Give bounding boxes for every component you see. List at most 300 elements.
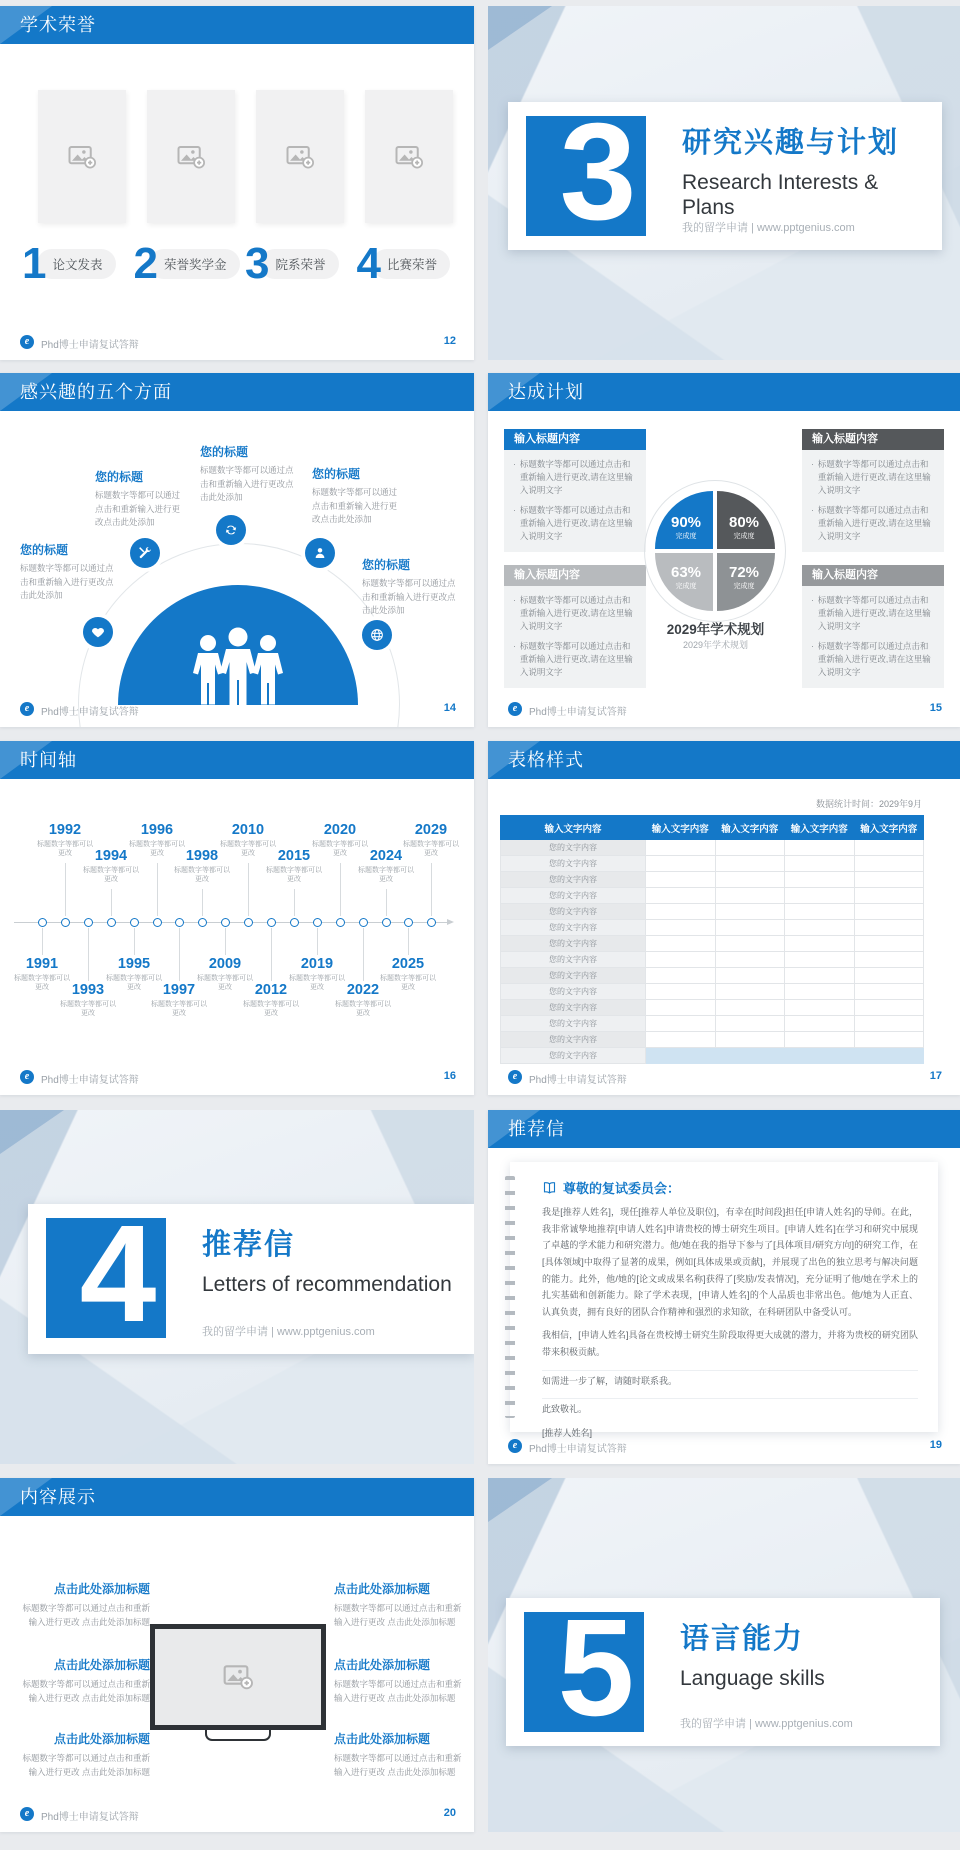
timeline-dot	[313, 918, 322, 927]
plan-box-heading: 输入标题内容	[504, 565, 646, 586]
timeline-dot	[175, 918, 184, 927]
cover-tagline: 我的留学申请 | www.pptgenius.com	[680, 1718, 853, 1730]
timeline-year: 2020	[323, 822, 357, 838]
empty-cell	[785, 840, 855, 856]
empty-cell	[785, 984, 855, 1000]
honor-item	[356, 239, 469, 288]
pie-percent: 90%	[670, 514, 702, 531]
slide-title: 感兴趣的五个方面	[20, 382, 172, 402]
bullet-dot: ·	[513, 595, 516, 605]
plan-box	[802, 429, 944, 552]
timeline-tick	[363, 928, 364, 981]
page-number: 16	[443, 1070, 456, 1082]
row-label-cell: 您的文字内容	[501, 952, 646, 968]
plan-bullet	[513, 594, 637, 634]
row-label-cell: 您的文字内容	[501, 888, 646, 904]
pie-label	[717, 565, 771, 591]
timeline-dot	[336, 918, 345, 927]
row-label-cell: 您的文字内容	[501, 936, 646, 952]
timeline-caption: 标题数字等都可以更改	[60, 1000, 116, 1018]
aspect-block	[362, 556, 460, 618]
content-body: 标题数字等都可以通过点击和重新输入进行更改 点击此处添加标题	[22, 1679, 150, 1704]
timeline-dot	[290, 918, 299, 927]
content-block	[18, 1580, 150, 1630]
table-header-row	[501, 816, 924, 840]
empty-cell	[646, 952, 716, 968]
section-number: 3	[559, 116, 637, 236]
pie-caption: 完成度	[675, 533, 697, 540]
plan-bullet-text: 标题数字等都可以通过点击和重新输入进行更改,请在这里输入说明文字	[817, 595, 931, 632]
page-number: 20	[443, 1807, 456, 1819]
timeline-year: 2015	[277, 848, 311, 864]
plan-box-body	[504, 450, 646, 552]
timeline-tick	[386, 889, 387, 916]
timeline-tick	[340, 863, 341, 916]
image-placeholder-icon	[394, 142, 424, 172]
slide-header-bar	[0, 6, 474, 44]
timeline-caption: 标题数字等都可以更改	[14, 974, 70, 992]
table-note: 数据统计时间：2029年9月	[815, 799, 922, 809]
plan-box	[802, 565, 944, 688]
plan-box-body	[802, 586, 944, 688]
timeline-dot	[61, 918, 70, 927]
timeline-dot	[359, 918, 368, 927]
table-row	[501, 952, 924, 968]
honor-item	[22, 239, 134, 288]
slide-thumbnail-content-display	[0, 1478, 474, 1832]
timeline-tick	[317, 928, 318, 955]
content-block	[18, 1730, 150, 1780]
slide-title: 推荐信	[508, 1119, 565, 1139]
section-title-en: Language skills	[680, 1667, 825, 1690]
slide-plan	[488, 373, 960, 727]
slide-content-display	[0, 1478, 474, 1832]
heart-icon	[83, 617, 113, 647]
page-number: 19	[929, 1439, 942, 1451]
letter-signature: [推荐人姓名]	[542, 1428, 593, 1439]
empty-cell	[646, 888, 716, 904]
brand-logo: e	[20, 1070, 34, 1084]
timeline-tick	[111, 889, 112, 916]
content-body: 标题数字等都可以通过点击和重新输入进行更改 点击此处添加标题	[334, 1603, 462, 1628]
table-row	[501, 1000, 924, 1016]
section-title-cn: 语言能力	[680, 1623, 805, 1655]
timeline-year: 2009	[208, 956, 242, 972]
aspect-heading: 您的标题	[95, 470, 144, 484]
timeline-year: 1997	[162, 982, 196, 998]
cover-tagline: 我的留学申请 | www.pptgenius.com	[202, 1326, 375, 1338]
empty-cell	[715, 1000, 785, 1016]
section-number-square	[46, 1218, 166, 1338]
globe-icon	[362, 620, 392, 650]
aspect-heading: 您的标题	[312, 467, 361, 481]
slide-timeline	[0, 741, 474, 1095]
empty-cell	[646, 920, 716, 936]
aspect-heading: 您的标题	[20, 543, 69, 557]
slide-footer	[20, 1807, 456, 1822]
timeline-year: 1991	[25, 956, 59, 972]
timeline-dot	[267, 918, 276, 927]
content-body: 标题数字等都可以通过点击和重新输入进行更改 点击此处添加标题	[334, 1679, 462, 1704]
empty-cell	[715, 840, 785, 856]
timeline-year: 2012	[254, 982, 288, 998]
tv-screen	[150, 1624, 326, 1730]
timeline-year: 2025	[391, 956, 425, 972]
photo-placeholder	[365, 90, 453, 223]
plan-bullet-text: 标题数字等都可以通过点击和重新输入进行更改,请在这里输入说明文字	[817, 459, 931, 496]
section-title-en: Letters of recommendation	[202, 1273, 452, 1296]
aspect-body: 标题数字等都可以通过点击和重新输入进行更改点击此处添加	[312, 487, 398, 525]
content-block	[18, 1656, 150, 1706]
honor-number: 1	[22, 239, 47, 288]
timeline-dot	[38, 918, 47, 927]
timeline-year: 1998	[185, 848, 219, 864]
book-icon	[542, 1180, 557, 1195]
row-label-cell: 您的文字内容	[501, 968, 646, 984]
empty-cell	[715, 888, 785, 904]
content-body: 标题数字等都可以通过点击和重新输入进行更改 点击此处添加标题	[334, 1753, 462, 1778]
content-heading: 点击此处添加标题	[53, 1732, 150, 1746]
plan-bullet-text: 标题数字等都可以通过点击和重新输入进行更改,请在这里输入说明文字	[817, 640, 931, 677]
brand-logo: e	[20, 1807, 34, 1821]
timeline-year: 2022	[346, 982, 380, 998]
content-heading: 点击此处添加标题	[334, 1658, 431, 1672]
plan-bullet	[811, 458, 935, 498]
aspect-block	[312, 465, 404, 527]
honor-label: 比赛荣誉	[372, 249, 450, 279]
timeline-entry	[400, 823, 462, 859]
timeline-tick	[157, 863, 158, 916]
slide-thumbnail-timeline	[0, 741, 474, 1095]
brand-text: Phd博士申请复试答辩	[41, 1812, 139, 1823]
page-number: 15	[929, 702, 942, 714]
empty-cell	[854, 1032, 924, 1048]
section-cover-4	[0, 1110, 474, 1464]
timeline-dot	[382, 918, 391, 927]
aspect-body: 标题数字等都可以通过点击和重新输入进行更改点击此处添加	[200, 465, 294, 503]
timeline-caption: 标题数字等都可以更改	[37, 840, 93, 858]
empty-cell	[646, 1032, 716, 1048]
brand-logo: e	[508, 1070, 522, 1084]
table-row	[501, 872, 924, 888]
cover-tagline: 我的留学申请 | www.pptgenius.com	[682, 222, 855, 234]
content-heading: 点击此处添加标题	[53, 1582, 150, 1596]
slide-footer	[20, 1070, 456, 1085]
slide-thumbnail-academic-honors	[0, 6, 474, 360]
empty-cell	[854, 952, 924, 968]
slide-title: 表格样式	[508, 750, 584, 770]
user-icon	[305, 538, 335, 568]
slide-thumbnail-plan	[488, 373, 960, 727]
table-header-cell: 输入文字内容	[785, 816, 855, 840]
cover-text	[682, 120, 912, 220]
empty-cell	[854, 840, 924, 856]
honor-label: 院系荣誉	[260, 249, 338, 279]
timeline-tick	[202, 889, 203, 916]
timeline-caption: 标题数字等都可以更改	[335, 1000, 391, 1018]
brand-logo: e	[508, 702, 522, 716]
cover-banner	[28, 1204, 474, 1354]
empty-cell	[646, 856, 716, 872]
row-label-cell: 您的文字内容	[501, 840, 646, 856]
brand-logo: e	[20, 335, 34, 349]
plan-bullet	[513, 504, 637, 544]
empty-cell	[715, 856, 785, 872]
slide-academic-honors	[0, 6, 474, 360]
slide-title: 内容展示	[20, 1487, 96, 1507]
row-label-cell: 您的文字内容	[501, 856, 646, 872]
slide-five-aspects	[0, 373, 474, 727]
pie-percent: 80%	[728, 514, 760, 531]
row-label-cell: 您的文字内容	[501, 1016, 646, 1032]
empty-cell	[646, 840, 716, 856]
pie-subtitle: 2029年学术规划	[682, 640, 749, 650]
table-row	[501, 1032, 924, 1048]
content-heading: 点击此处添加标题	[53, 1658, 150, 1672]
content-block	[334, 1580, 466, 1630]
empty-cell	[646, 1016, 716, 1032]
empty-cell	[785, 936, 855, 952]
highlight-cell	[715, 1048, 785, 1064]
brand-text: Phd博士申请复试答辩	[529, 707, 627, 718]
pie-caption: 完成度	[675, 583, 697, 590]
brand-logo: e	[20, 702, 34, 716]
timeline-caption: 标题数字等都可以更改	[129, 840, 185, 858]
timeline-year: 1996	[140, 822, 174, 838]
table-row	[501, 856, 924, 872]
brand-text: Phd博士申请复试答辩	[529, 1444, 627, 1455]
content-body: 标题数字等都可以通过点击和重新输入进行更改 点击此处添加标题	[22, 1753, 150, 1778]
timeline-dot	[427, 918, 436, 927]
timeline-tick	[431, 863, 432, 916]
timeline-caption: 标题数字等都可以更改	[106, 974, 162, 992]
brand-text: Phd博士申请复试答辩	[529, 1075, 627, 1086]
empty-cell	[854, 936, 924, 952]
timeline-dot	[153, 918, 162, 927]
section-title-cn: 研究兴趣与计划	[682, 127, 900, 159]
empty-cell	[854, 984, 924, 1000]
slide-header-bar	[488, 741, 960, 779]
row-label-cell: 您的文字内容	[501, 1032, 646, 1048]
timeline-year: 2019	[300, 956, 334, 972]
sample-table	[500, 815, 924, 1064]
letter-salutation: 尊敬的复试委员会：	[563, 1181, 681, 1196]
empty-cell	[785, 968, 855, 984]
timeline-year: 2010	[231, 822, 265, 838]
photo-placeholder-row	[38, 90, 453, 223]
bullet-dot: ·	[811, 504, 814, 515]
brand-text: Phd博士申请复试答辩	[41, 1075, 139, 1086]
timeline-dot	[107, 918, 116, 927]
slide-title: 时间轴	[20, 750, 77, 770]
sync-icon	[216, 515, 246, 545]
timeline-caption: 标题数字等都可以更改	[289, 974, 345, 992]
pie-percent: 63%	[670, 564, 702, 581]
page-number: 12	[443, 335, 456, 347]
empty-cell	[715, 984, 785, 1000]
slide-thumbnail-section-4	[0, 1110, 474, 1464]
spiral-binding	[505, 1176, 515, 1418]
bullet-dot: ·	[811, 640, 814, 651]
table-row-highlighted	[501, 1048, 924, 1064]
people-group-icon	[174, 627, 302, 705]
timeline-dot	[221, 918, 230, 927]
pie-title: 2029年学术规划	[666, 622, 765, 637]
slide-footer	[508, 702, 942, 717]
bullet-dot: ·	[513, 640, 516, 651]
honor-number: 2	[133, 239, 158, 288]
timeline-year: 2024	[369, 848, 403, 864]
timeline-caption: 标题数字等都可以更改	[403, 840, 459, 858]
empty-cell	[785, 1032, 855, 1048]
honor-label: 论文发表	[37, 249, 115, 279]
empty-cell	[854, 904, 924, 920]
tools-icon	[130, 538, 160, 568]
highlight-cell	[646, 1048, 716, 1064]
aspect-body: 标题数字等都可以通过点击和重新输入进行更改点击此处添加	[20, 563, 114, 601]
timeline-tick	[88, 928, 89, 981]
bullet-dot: ·	[513, 504, 516, 515]
timeline-year: 1993	[71, 982, 105, 998]
honor-item	[245, 239, 357, 288]
section-title-cn: 推荐信	[202, 1229, 296, 1261]
timeline-tick	[42, 928, 43, 955]
slide-footer	[20, 335, 456, 350]
bullet-dot: ·	[513, 459, 516, 469]
timeline-caption: 标题数字等都可以更改	[358, 866, 414, 884]
timeline-year: 1994	[94, 848, 128, 864]
section-number: 4	[79, 1218, 157, 1338]
timeline-dot	[198, 918, 207, 927]
table-header-cell: 输入文字内容	[854, 816, 924, 840]
image-placeholder-icon	[67, 142, 97, 172]
honor-number: 4	[356, 239, 381, 288]
pie-caption: 完成度	[733, 583, 755, 590]
timeline-tick	[294, 889, 295, 916]
pie-label	[659, 515, 713, 541]
plan-bullet-text: 标题数字等都可以通过点击和重新输入进行更改,请在这里输入说明文字	[519, 504, 633, 541]
plan-box	[504, 429, 646, 552]
letter-paper	[510, 1162, 938, 1439]
aspect-block	[20, 541, 116, 603]
slide-header-bar	[0, 741, 474, 779]
empty-cell	[715, 1016, 785, 1032]
timeline-entry	[377, 957, 439, 993]
timeline-year: 2029	[414, 822, 448, 838]
slide-header-bar	[0, 1478, 474, 1516]
empty-cell	[715, 1032, 785, 1048]
table-row	[501, 968, 924, 984]
pie-caption: 完成度	[733, 533, 755, 540]
table-header-cell: 输入文字内容	[501, 816, 646, 840]
empty-cell	[785, 856, 855, 872]
plan-box-heading: 输入标题内容	[504, 429, 646, 450]
aspect-heading: 您的标题	[362, 558, 411, 572]
timeline-dot	[130, 918, 139, 927]
content-block	[334, 1730, 466, 1780]
empty-cell	[854, 872, 924, 888]
content-block	[334, 1656, 466, 1706]
pie-label	[717, 515, 771, 541]
table-row	[501, 1016, 924, 1032]
slide-header-bar	[488, 373, 960, 411]
plan-bullet-text: 标题数字等都可以通过点击和重新输入进行更改,请在这里输入说明文字	[817, 504, 931, 541]
slide-footer	[508, 1070, 942, 1085]
content-heading: 点击此处添加标题	[334, 1582, 431, 1596]
content-body: 标题数字等都可以通过点击和重新输入进行更改 点击此处添加标题	[22, 1603, 150, 1628]
empty-cell	[785, 952, 855, 968]
empty-cell	[785, 920, 855, 936]
empty-cell	[646, 872, 716, 888]
plan-bullet-text: 标题数字等都可以通过点击和重新输入进行更改,请在这里输入说明文字	[519, 595, 633, 632]
plan-bullet-text: 标题数字等都可以通过点击和重新输入进行更改,请在这里输入说明文字	[519, 459, 633, 496]
letter-body	[542, 1178, 918, 1439]
empty-cell	[785, 872, 855, 888]
timeline-caption: 标题数字等都可以更改	[312, 840, 368, 858]
plan-box-body	[504, 586, 646, 688]
timeline-caption: 标题数字等都可以更改	[266, 866, 322, 884]
empty-cell	[646, 904, 716, 920]
slide-thumbnail-letter	[488, 1110, 960, 1464]
slide-thumbnail-section-3	[488, 6, 960, 360]
table-row	[501, 888, 924, 904]
timeline-tick	[408, 928, 409, 955]
row-label-cell: 您的文字内容	[501, 1048, 646, 1064]
bullet-dot: ·	[811, 459, 814, 469]
slide-header-bar	[488, 1110, 960, 1148]
table-row	[501, 920, 924, 936]
timeline-dot	[244, 918, 253, 927]
slide-table	[488, 741, 960, 1095]
empty-cell	[854, 1016, 924, 1032]
empty-cell	[854, 920, 924, 936]
table-row	[501, 936, 924, 952]
slide-letter	[488, 1110, 960, 1464]
empty-cell	[785, 1016, 855, 1032]
brand-text: Phd博士申请复试答辩	[41, 340, 139, 351]
plan-bullet-text: 标题数字等都可以通过点击和重新输入进行更改,请在这里输入说明文字	[519, 640, 633, 677]
slide-thumbnail-five-aspects	[0, 373, 474, 727]
plan-bullet	[811, 640, 935, 680]
section-cover-3	[488, 6, 960, 360]
timeline-caption: 标题数字等都可以更改	[174, 866, 230, 884]
empty-cell	[646, 1000, 716, 1016]
honor-label: 荣誉奖学金	[149, 249, 240, 279]
timeline-dot	[84, 918, 93, 927]
section-number-square	[526, 116, 646, 236]
brand-text: Phd博士申请复试答辩	[41, 707, 139, 718]
empty-cell	[715, 952, 785, 968]
cover-text	[202, 1222, 462, 1297]
slide-header-bar	[0, 373, 474, 411]
photo-placeholder	[38, 90, 126, 223]
honor-items	[22, 239, 468, 288]
letter-closing: 此致敬礼。	[542, 1398, 918, 1418]
section-cover-5	[488, 1478, 960, 1832]
completion-pie-chart	[655, 491, 775, 611]
slide-title: 学术荣誉	[20, 15, 96, 35]
empty-cell	[715, 968, 785, 984]
page-number: 14	[443, 702, 456, 714]
empty-cell	[646, 984, 716, 1000]
empty-cell	[715, 920, 785, 936]
empty-cell	[854, 856, 924, 872]
section-number-square	[524, 1612, 644, 1732]
row-label-cell: 您的文字内容	[501, 984, 646, 1000]
plan-bullet	[513, 458, 637, 498]
cover-banner	[508, 102, 942, 250]
empty-cell	[785, 888, 855, 904]
